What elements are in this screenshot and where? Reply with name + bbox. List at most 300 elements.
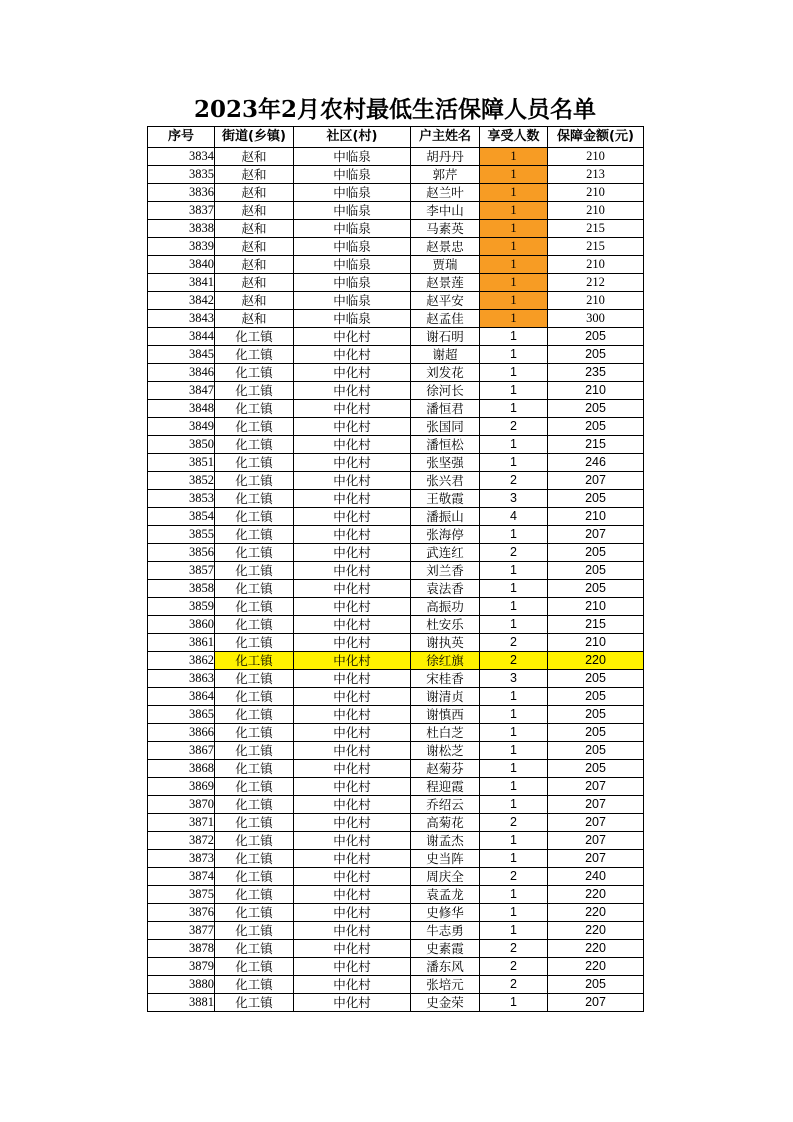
cell-street: 化工镇 — [215, 652, 294, 670]
cell-count: 1 — [480, 598, 548, 616]
cell-amount: 210 — [548, 598, 644, 616]
cell-seq: 3878 — [148, 940, 215, 958]
cell-seq: 3864 — [148, 688, 215, 706]
cell-head-name: 谢慎西 — [411, 706, 480, 724]
cell-community: 中化村 — [294, 418, 411, 436]
cell-seq: 3879 — [148, 958, 215, 976]
cell-community: 中临泉 — [294, 274, 411, 292]
cell-community: 中临泉 — [294, 148, 411, 166]
cell-head-name: 杜白芝 — [411, 724, 480, 742]
cell-count: 2 — [480, 634, 548, 652]
table-row — [148, 868, 644, 886]
table-header-row — [148, 127, 644, 148]
table-row — [148, 706, 644, 724]
table-body — [148, 148, 644, 1012]
cell-amount: 207 — [548, 472, 644, 490]
cell-head-name: 高菊花 — [411, 814, 480, 832]
cell-head-name: 宋桂香 — [411, 670, 480, 688]
table-row — [148, 922, 644, 940]
table-row — [148, 958, 644, 976]
cell-community: 中化村 — [294, 382, 411, 400]
cell-head-name: 袁法香 — [411, 580, 480, 598]
table-row — [148, 598, 644, 616]
table-row — [148, 886, 644, 904]
cell-street: 化工镇 — [215, 868, 294, 886]
cell-amount: 210 — [548, 256, 644, 274]
cell-count: 1 — [480, 886, 548, 904]
cell-street: 化工镇 — [215, 418, 294, 436]
cell-amount: 213 — [548, 166, 644, 184]
cell-amount: 207 — [548, 778, 644, 796]
cell-amount: 205 — [548, 706, 644, 724]
cell-seq: 3871 — [148, 814, 215, 832]
cell-community: 中化村 — [294, 472, 411, 490]
cell-seq: 3868 — [148, 760, 215, 778]
cell-amount: 215 — [548, 436, 644, 454]
cell-count: 1 — [480, 256, 548, 274]
cell-amount: 207 — [548, 850, 644, 868]
cell-amount: 220 — [548, 940, 644, 958]
cell-seq: 3875 — [148, 886, 215, 904]
cell-head-name: 袁孟龙 — [411, 886, 480, 904]
cell-street: 化工镇 — [215, 742, 294, 760]
table-row — [148, 382, 644, 400]
cell-community: 中化村 — [294, 580, 411, 598]
cell-seq: 3872 — [148, 832, 215, 850]
cell-head-name: 郭芹 — [411, 166, 480, 184]
cell-seq: 3849 — [148, 418, 215, 436]
cell-seq: 3847 — [148, 382, 215, 400]
cell-community: 中化村 — [294, 760, 411, 778]
cell-count: 1 — [480, 346, 548, 364]
cell-count: 1 — [480, 724, 548, 742]
cell-seq: 3834 — [148, 148, 215, 166]
cell-street: 赵和 — [215, 238, 294, 256]
cell-seq: 3840 — [148, 256, 215, 274]
cell-community: 中临泉 — [294, 202, 411, 220]
cell-community: 中临泉 — [294, 256, 411, 274]
cell-head-name: 武连红 — [411, 544, 480, 562]
cell-community: 中临泉 — [294, 238, 411, 256]
cell-head-name: 程迎霞 — [411, 778, 480, 796]
cell-amount: 205 — [548, 544, 644, 562]
cell-seq: 3842 — [148, 292, 215, 310]
table-row — [148, 796, 644, 814]
cell-street: 赵和 — [215, 256, 294, 274]
cell-street: 化工镇 — [215, 670, 294, 688]
cell-head-name: 马素英 — [411, 220, 480, 238]
cell-count: 1 — [480, 994, 548, 1012]
cell-amount: 205 — [548, 418, 644, 436]
cell-community: 中化村 — [294, 922, 411, 940]
cell-seq: 3850 — [148, 436, 215, 454]
cell-count: 1 — [480, 364, 548, 382]
cell-street: 化工镇 — [215, 796, 294, 814]
cell-street: 化工镇 — [215, 526, 294, 544]
cell-count: 1 — [480, 922, 548, 940]
cell-community: 中化村 — [294, 940, 411, 958]
cell-community: 中化村 — [294, 994, 411, 1012]
cell-amount: 207 — [548, 796, 644, 814]
cell-street: 化工镇 — [215, 382, 294, 400]
cell-count: 1 — [480, 148, 548, 166]
cell-count: 1 — [480, 166, 548, 184]
cell-head-name: 张培元 — [411, 976, 480, 994]
cell-street: 化工镇 — [215, 778, 294, 796]
cell-amount: 220 — [548, 958, 644, 976]
cell-street: 化工镇 — [215, 688, 294, 706]
cell-community: 中化村 — [294, 706, 411, 724]
cell-amount: 215 — [548, 238, 644, 256]
table-row — [148, 292, 644, 310]
cell-street: 化工镇 — [215, 634, 294, 652]
cell-amount: 207 — [548, 814, 644, 832]
cell-head-name: 赵景莲 — [411, 274, 480, 292]
cell-seq: 3862 — [148, 652, 215, 670]
cell-street: 赵和 — [215, 274, 294, 292]
cell-amount: 215 — [548, 616, 644, 634]
table-row — [148, 328, 644, 346]
cell-amount: 215 — [548, 220, 644, 238]
table-row — [148, 688, 644, 706]
cell-seq: 3860 — [148, 616, 215, 634]
cell-community: 中化村 — [294, 634, 411, 652]
cell-head-name: 谢超 — [411, 346, 480, 364]
cell-seq: 3845 — [148, 346, 215, 364]
cell-street: 化工镇 — [215, 580, 294, 598]
cell-community: 中化村 — [294, 778, 411, 796]
cell-head-name: 史修华 — [411, 904, 480, 922]
header-seq: 序号 — [148, 127, 215, 148]
cell-head-name: 贾瑞 — [411, 256, 480, 274]
cell-seq: 3869 — [148, 778, 215, 796]
table-row — [148, 832, 644, 850]
cell-community: 中化村 — [294, 544, 411, 562]
cell-count: 3 — [480, 490, 548, 508]
cell-amount: 205 — [548, 742, 644, 760]
page-title: 2023年2月农村最低生活保障人员名单 — [193, 96, 597, 123]
cell-amount: 205 — [548, 670, 644, 688]
cell-count: 3 — [480, 670, 548, 688]
cell-street: 赵和 — [215, 148, 294, 166]
cell-seq: 3854 — [148, 508, 215, 526]
cell-head-name: 赵平安 — [411, 292, 480, 310]
cell-head-name: 周庆全 — [411, 868, 480, 886]
cell-amount: 205 — [548, 976, 644, 994]
cell-seq: 3844 — [148, 328, 215, 346]
cell-amount: 205 — [548, 400, 644, 418]
cell-count: 2 — [480, 472, 548, 490]
cell-count: 1 — [480, 238, 548, 256]
table-row — [148, 508, 644, 526]
cell-head-name: 赵孟佳 — [411, 310, 480, 328]
cell-head-name: 张海停 — [411, 526, 480, 544]
cell-head-name: 潘振山 — [411, 508, 480, 526]
cell-seq: 3856 — [148, 544, 215, 562]
cell-amount: 205 — [548, 346, 644, 364]
cell-amount: 210 — [548, 202, 644, 220]
table-row — [148, 904, 644, 922]
cell-street: 化工镇 — [215, 562, 294, 580]
cell-community: 中化村 — [294, 832, 411, 850]
cell-community: 中化村 — [294, 976, 411, 994]
cell-head-name: 刘兰香 — [411, 562, 480, 580]
cell-head-name: 谢松芝 — [411, 742, 480, 760]
cell-head-name: 李中山 — [411, 202, 480, 220]
header-street: 街道(乡镇) — [215, 127, 294, 148]
table-row — [148, 616, 644, 634]
cell-amount: 220 — [548, 904, 644, 922]
cell-count: 1 — [480, 274, 548, 292]
cell-community: 中化村 — [294, 742, 411, 760]
cell-street: 化工镇 — [215, 616, 294, 634]
cell-community: 中化村 — [294, 436, 411, 454]
cell-community: 中临泉 — [294, 310, 411, 328]
cell-seq: 3877 — [148, 922, 215, 940]
cell-head-name: 赵景忠 — [411, 238, 480, 256]
cell-head-name: 谢执英 — [411, 634, 480, 652]
cell-street: 化工镇 — [215, 454, 294, 472]
cell-amount: 207 — [548, 526, 644, 544]
cell-street: 赵和 — [215, 220, 294, 238]
cell-count: 1 — [480, 742, 548, 760]
header-community: 社区(村) — [294, 127, 411, 148]
cell-community: 中化村 — [294, 508, 411, 526]
cell-community: 中化村 — [294, 850, 411, 868]
cell-street: 化工镇 — [215, 850, 294, 868]
table-row — [148, 814, 644, 832]
cell-community: 中化村 — [294, 724, 411, 742]
cell-count: 1 — [480, 454, 548, 472]
cell-head-name: 杜安乐 — [411, 616, 480, 634]
cell-community: 中化村 — [294, 670, 411, 688]
cell-street: 化工镇 — [215, 994, 294, 1012]
cell-street: 化工镇 — [215, 490, 294, 508]
cell-count: 2 — [480, 814, 548, 832]
table-row — [148, 850, 644, 868]
cell-community: 中临泉 — [294, 184, 411, 202]
cell-street: 化工镇 — [215, 922, 294, 940]
cell-head-name: 史当阵 — [411, 850, 480, 868]
cell-street: 化工镇 — [215, 436, 294, 454]
table-row — [148, 976, 644, 994]
table-row — [148, 184, 644, 202]
cell-seq: 3858 — [148, 580, 215, 598]
cell-head-name: 赵兰叶 — [411, 184, 480, 202]
table-row — [148, 994, 644, 1012]
table-row — [148, 346, 644, 364]
table-row — [148, 238, 644, 256]
cell-count: 1 — [480, 400, 548, 418]
cell-amount: 300 — [548, 310, 644, 328]
cell-count: 2 — [480, 544, 548, 562]
cell-community: 中化村 — [294, 490, 411, 508]
cell-community: 中化村 — [294, 814, 411, 832]
table-row — [148, 436, 644, 454]
cell-amount: 246 — [548, 454, 644, 472]
recipient-table — [147, 126, 644, 1012]
cell-count: 1 — [480, 904, 548, 922]
cell-community: 中化村 — [294, 400, 411, 418]
cell-community: 中化村 — [294, 652, 411, 670]
cell-amount: 220 — [548, 886, 644, 904]
cell-seq: 3859 — [148, 598, 215, 616]
table-row — [148, 472, 644, 490]
cell-seq: 3865 — [148, 706, 215, 724]
table-row — [148, 454, 644, 472]
cell-count: 2 — [480, 868, 548, 886]
cell-street: 赵和 — [215, 184, 294, 202]
cell-count: 2 — [480, 940, 548, 958]
cell-count: 1 — [480, 616, 548, 634]
cell-street: 化工镇 — [215, 976, 294, 994]
cell-seq: 3855 — [148, 526, 215, 544]
cell-seq: 3838 — [148, 220, 215, 238]
cell-count: 1 — [480, 850, 548, 868]
cell-seq: 3851 — [148, 454, 215, 472]
cell-head-name: 潘恒松 — [411, 436, 480, 454]
cell-seq: 3863 — [148, 670, 215, 688]
cell-count: 1 — [480, 310, 548, 328]
cell-community: 中化村 — [294, 616, 411, 634]
cell-seq: 3866 — [148, 724, 215, 742]
cell-head-name: 刘发花 — [411, 364, 480, 382]
cell-count: 1 — [480, 526, 548, 544]
cell-street: 赵和 — [215, 310, 294, 328]
cell-community: 中化村 — [294, 562, 411, 580]
table-row — [148, 760, 644, 778]
cell-community: 中化村 — [294, 796, 411, 814]
table-row — [148, 256, 644, 274]
table-row — [148, 400, 644, 418]
cell-seq: 3857 — [148, 562, 215, 580]
cell-street: 化工镇 — [215, 958, 294, 976]
cell-head-name: 张坚强 — [411, 454, 480, 472]
cell-street: 赵和 — [215, 166, 294, 184]
cell-seq: 3837 — [148, 202, 215, 220]
table-row — [148, 724, 644, 742]
cell-seq: 3846 — [148, 364, 215, 382]
cell-street: 化工镇 — [215, 706, 294, 724]
table-row — [148, 580, 644, 598]
cell-seq: 3835 — [148, 166, 215, 184]
cell-count: 1 — [480, 220, 548, 238]
cell-head-name: 牛志勇 — [411, 922, 480, 940]
cell-count: 1 — [480, 184, 548, 202]
cell-seq: 3867 — [148, 742, 215, 760]
cell-head-name: 徐河长 — [411, 382, 480, 400]
cell-head-name: 张兴君 — [411, 472, 480, 490]
cell-head-name: 谢清贞 — [411, 688, 480, 706]
cell-seq: 3880 — [148, 976, 215, 994]
cell-count: 1 — [480, 760, 548, 778]
cell-count: 1 — [480, 562, 548, 580]
cell-count: 2 — [480, 418, 548, 436]
cell-head-name: 潘恒君 — [411, 400, 480, 418]
cell-amount: 205 — [548, 328, 644, 346]
cell-amount: 220 — [548, 922, 644, 940]
cell-head-name: 谢石明 — [411, 328, 480, 346]
cell-street: 化工镇 — [215, 472, 294, 490]
cell-community: 中化村 — [294, 364, 411, 382]
cell-community: 中临泉 — [294, 166, 411, 184]
cell-community: 中临泉 — [294, 220, 411, 238]
cell-seq: 3861 — [148, 634, 215, 652]
cell-head-name: 史金荣 — [411, 994, 480, 1012]
cell-street: 化工镇 — [215, 832, 294, 850]
cell-street: 化工镇 — [215, 598, 294, 616]
table-row — [148, 940, 644, 958]
cell-count: 1 — [480, 796, 548, 814]
cell-count: 4 — [480, 508, 548, 526]
cell-community: 中化村 — [294, 598, 411, 616]
cell-community: 中临泉 — [294, 292, 411, 310]
cell-seq: 3843 — [148, 310, 215, 328]
table-row — [148, 166, 644, 184]
cell-amount: 210 — [548, 292, 644, 310]
table-row — [148, 220, 644, 238]
cell-amount: 205 — [548, 580, 644, 598]
cell-amount: 205 — [548, 724, 644, 742]
cell-street: 化工镇 — [215, 346, 294, 364]
cell-community: 中化村 — [294, 958, 411, 976]
table-row — [148, 562, 644, 580]
cell-amount: 240 — [548, 868, 644, 886]
cell-amount: 207 — [548, 994, 644, 1012]
table-row — [148, 364, 644, 382]
cell-street: 化工镇 — [215, 814, 294, 832]
cell-street: 化工镇 — [215, 508, 294, 526]
cell-amount: 205 — [548, 688, 644, 706]
cell-count: 1 — [480, 382, 548, 400]
cell-street: 赵和 — [215, 202, 294, 220]
cell-amount: 205 — [548, 562, 644, 580]
cell-amount: 212 — [548, 274, 644, 292]
header-head-name: 户主姓名 — [411, 127, 480, 148]
cell-amount: 210 — [548, 148, 644, 166]
cell-street: 化工镇 — [215, 886, 294, 904]
cell-head-name: 潘东风 — [411, 958, 480, 976]
table-row — [148, 148, 644, 166]
cell-head-name: 谢孟杰 — [411, 832, 480, 850]
cell-amount: 235 — [548, 364, 644, 382]
table-row — [148, 274, 644, 292]
cell-amount: 220 — [548, 652, 644, 670]
cell-amount: 205 — [548, 760, 644, 778]
cell-street: 化工镇 — [215, 364, 294, 382]
cell-community: 中化村 — [294, 904, 411, 922]
cell-head-name: 史素霞 — [411, 940, 480, 958]
table-row — [148, 526, 644, 544]
table-row — [148, 310, 644, 328]
cell-seq: 3853 — [148, 490, 215, 508]
cell-count: 1 — [480, 688, 548, 706]
table-row — [148, 670, 644, 688]
cell-count: 1 — [480, 202, 548, 220]
cell-head-name: 高振功 — [411, 598, 480, 616]
cell-amount: 207 — [548, 832, 644, 850]
cell-seq: 3870 — [148, 796, 215, 814]
cell-count: 1 — [480, 292, 548, 310]
cell-street: 赵和 — [215, 292, 294, 310]
cell-street: 化工镇 — [215, 544, 294, 562]
cell-count: 2 — [480, 976, 548, 994]
cell-head-name: 赵菊芬 — [411, 760, 480, 778]
cell-community: 中化村 — [294, 688, 411, 706]
table-row — [148, 490, 644, 508]
cell-community: 中化村 — [294, 346, 411, 364]
cell-street: 化工镇 — [215, 904, 294, 922]
